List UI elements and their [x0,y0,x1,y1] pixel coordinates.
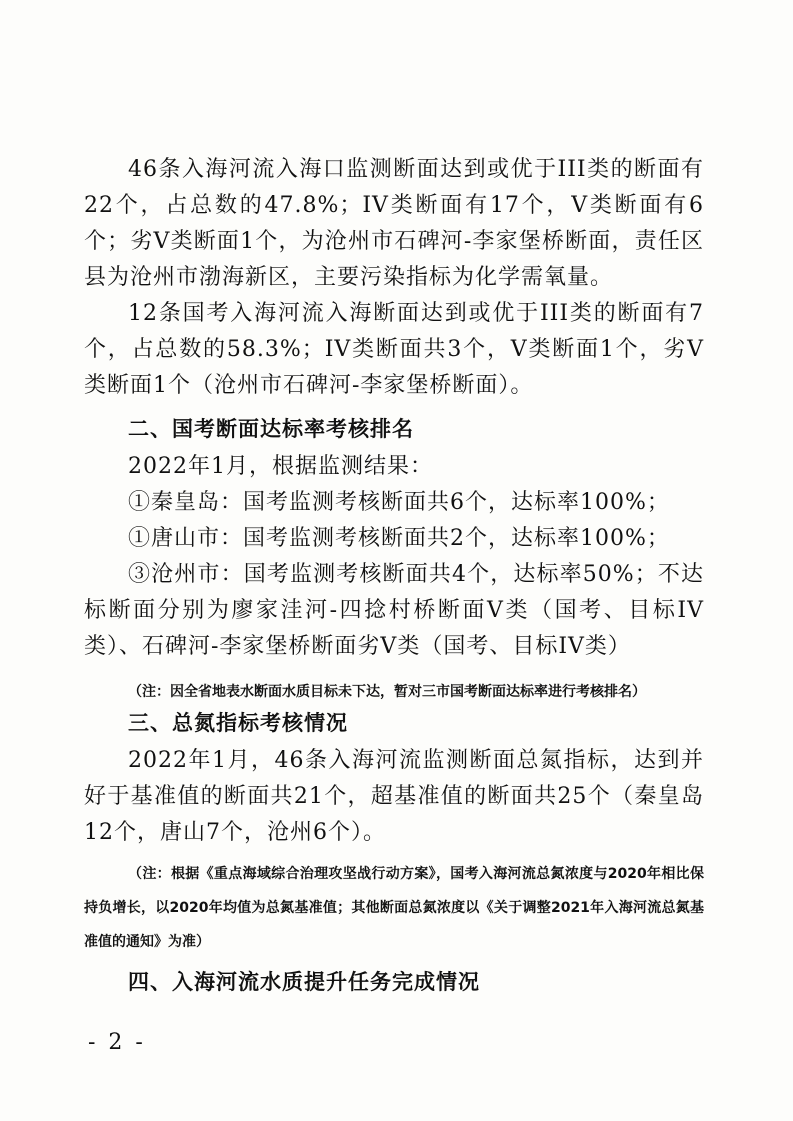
page-number: - 2 - [88,1030,146,1055]
paragraph-river-mouth-monitoring: 46条入海河流入海口监测断面达到或优于III类的断面有22个，占总数的47.8%；IV类断面有17个，V类断面有6个；劣V类断面1个，为沧州市石碑河-李家堡桥断面，责任区县为沧州市渤海新区，主要污染指标为化学需氧量。 [84,157,704,290]
ranking-note: （注：因全省地表水断面水质目标未下达，暂对三市国考断面达标率进行考核排名） [128,684,646,700]
ranking-item-tangshan: ①唐山市：国考监测考核断面共2个，达标率100%； [128,526,670,551]
ranking-item-cangzhou: ③沧州市：国考监测考核断面共4个，达标率50%；不达标断面分别为廖家洼河-四捻村桥断面V类（国考、目标IV类）、石碑河-李家堡桥断面劣V类（国考、目标IV类） [84,562,704,659]
paragraph-nitrogen-indicator: 2022年1月，46条入海河流监测断面总氮指标，达到并好于基准值的断面共21个，超基准值的断面共25个（秦皇岛12个，唐山7个，沧州6个）。 [84,748,704,845]
paragraph-national-river-sections: 12条国考入海河流入海断面达到或优于III类的断面有7个，占总数的58.3%；IV类断面共3个，V类断面1个，劣V类断面1个（沧州市石碑河-李家堡桥断面）。 [84,301,704,398]
section-heading-water-quality-tasks: 四、入海河流水质提升任务完成情况 [128,970,480,994]
nitrogen-note: （注：根据《重点海域综合治理攻坚战行动方案》，国考入海河流总氮浓度与2020年相比保持负增长，以2020年均值为总氮基准值；其他断面总氮浓度以《关于调整2021年入海河流总氮基准值的通知》为准） [84,866,704,950]
ranking-item-qinhuangdao: ①秦皇岛：国考监测考核断面共6个，达标率100%； [128,490,670,515]
ranking-intro: 2022年1月，根据监测结果： [128,454,433,479]
section-heading-ranking: 二、国考断面达标率考核排名 [128,417,414,441]
section-heading-nitrogen: 三、总氮指标考核情况 [128,711,348,735]
